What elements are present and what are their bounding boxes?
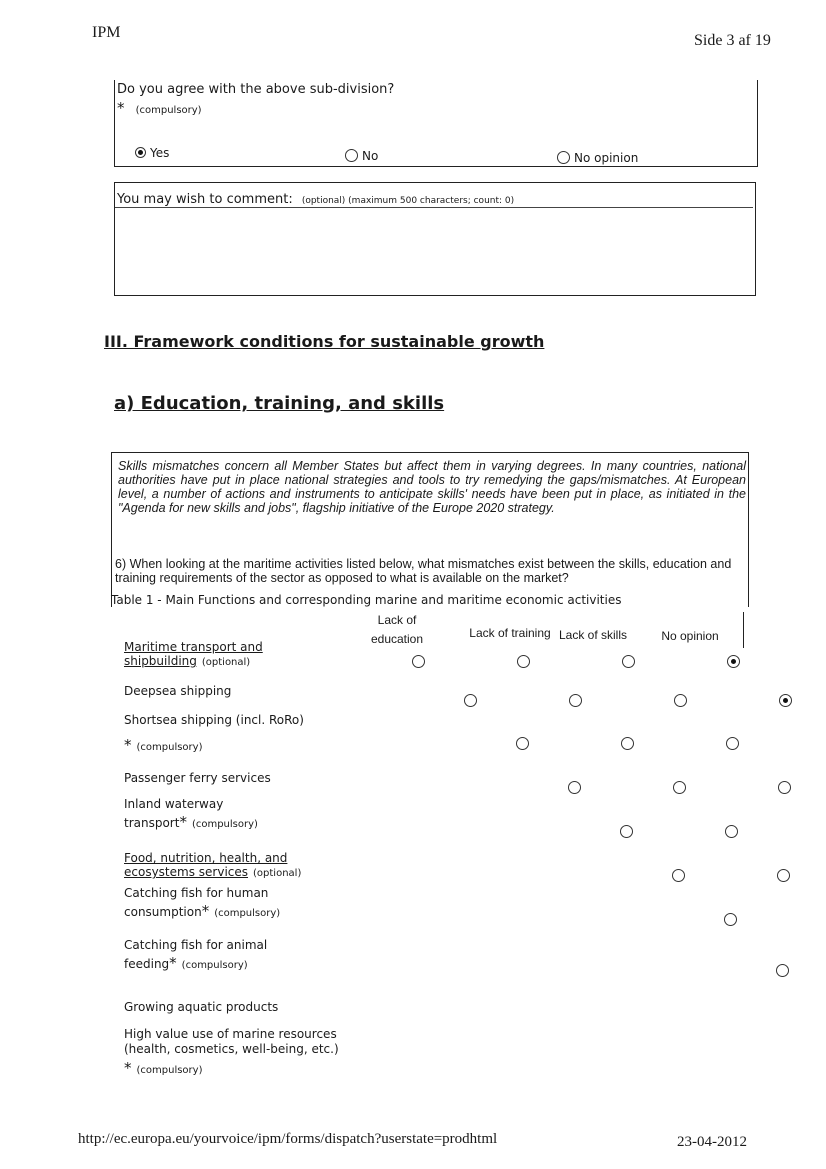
row-radio[interactable] <box>412 655 425 668</box>
required-star: * <box>124 1059 132 1077</box>
header-left: IPM <box>92 24 121 41</box>
comment-textarea[interactable] <box>115 207 753 294</box>
row-title: Catching fish for human <box>124 886 269 900</box>
no-label: No <box>362 148 379 163</box>
row-radio[interactable] <box>674 694 687 707</box>
option-no[interactable] <box>345 145 378 164</box>
row-title-cont: shipbuilding <box>124 654 197 668</box>
comment-label: You may wish to comment: <box>117 192 293 207</box>
row-radio[interactable] <box>725 825 738 838</box>
row-radio[interactable] <box>779 694 792 707</box>
table-row <box>124 640 374 670</box>
row-radio[interactable] <box>724 913 737 926</box>
table-caption: Table 1 - Main Functions and corresponding marine and maritime economic activities <box>111 593 622 607</box>
yes-radio[interactable] <box>135 147 146 158</box>
row-radio[interactable] <box>620 825 633 838</box>
no-radio[interactable] <box>345 149 358 162</box>
section-title: III. Framework conditions for sustainable growth <box>104 332 545 351</box>
required-star: * <box>169 954 177 972</box>
row-radio[interactable] <box>726 737 739 750</box>
required-text: (compulsory) <box>135 105 202 116</box>
requirement-text: (optional) <box>201 657 251 668</box>
row-title: Catching fish for animal <box>124 938 268 952</box>
col-no-opinion: No opinion <box>661 629 719 643</box>
table-row <box>124 681 374 701</box>
row-title: Food, nutrition, health, and <box>124 851 288 865</box>
subdivision-question: Do you agree with the above sub-division? <box>117 82 395 97</box>
row-radio[interactable] <box>727 655 740 668</box>
table-row <box>124 997 374 1017</box>
row-radio[interactable] <box>622 655 635 668</box>
subsection-title: a) Education, training, and skills <box>114 393 445 414</box>
row-radio[interactable] <box>569 694 582 707</box>
table-row: High value use of marine resources (health, cosmetics, well-being, etc.) * (compulsory) <box>124 1027 374 1078</box>
row-radio[interactable] <box>777 869 790 882</box>
table-row <box>124 851 374 881</box>
col-lack-of-training: Lack of training <box>469 626 551 640</box>
row-title: High value use of marine resources <box>124 1027 337 1041</box>
row-radio[interactable] <box>778 781 791 794</box>
footer-date: 23-04-2012 <box>677 1134 747 1150</box>
row-radio[interactable] <box>517 655 530 668</box>
row-radio[interactable] <box>464 694 477 707</box>
requirement-text: (compulsory) <box>136 1065 203 1076</box>
required-star: * <box>124 736 132 754</box>
option-no-opinion[interactable] <box>557 147 638 166</box>
row-radio[interactable] <box>621 737 634 750</box>
row-title-cont: feeding <box>124 957 170 971</box>
col-lack-of-skills: Lack of skills <box>558 628 628 642</box>
row-title: Maritime transport and <box>124 640 263 654</box>
requirement-text: (compulsory) <box>181 960 248 971</box>
no-opinion-radio[interactable] <box>557 151 570 164</box>
required-star: * <box>117 99 125 117</box>
subdivision-question-box <box>114 80 758 167</box>
row-radio[interactable] <box>516 737 529 750</box>
row-title: Growing aquatic products <box>124 1000 279 1014</box>
row-radio[interactable] <box>673 781 686 794</box>
requirement-text: (optional) <box>253 868 302 879</box>
page-number: Side 3 af 19 <box>694 32 771 49</box>
row-radio[interactable] <box>672 869 685 882</box>
comment-hint: (optional) (maximum 500 characters; count: 0) <box>301 196 515 206</box>
intro-box <box>111 452 749 607</box>
required-star: * <box>201 902 210 920</box>
table-right-border <box>743 612 744 648</box>
requirement-text: (compulsory) <box>214 908 281 919</box>
row-title: Shortsea shipping (incl. RoRo) <box>124 713 304 727</box>
row-radio[interactable] <box>568 781 581 794</box>
required-star: * <box>179 813 187 831</box>
row-radio[interactable] <box>776 964 789 977</box>
row-title-cont: transport <box>124 816 180 830</box>
row-title: Passenger ferry services <box>124 771 271 785</box>
table-row <box>124 797 374 836</box>
option-yes[interactable] <box>135 142 169 161</box>
question-6: 6) When looking at the maritime activities listed below, what mismatches exist between the skills, education and training requirements of the sector as opposed to what is available on the market? <box>115 557 732 585</box>
comment-box <box>114 182 756 296</box>
table-row <box>124 768 374 788</box>
row-title: Inland waterway <box>124 797 224 811</box>
requirement-text: (compulsory) <box>136 742 203 753</box>
row-title: Deepsea shipping <box>124 684 232 698</box>
table-row <box>124 710 374 759</box>
table-row <box>124 938 374 977</box>
table-row <box>124 886 374 925</box>
no-opinion-label: No opinion <box>574 150 639 165</box>
row-title-cont: consumption <box>124 905 202 919</box>
yes-label: Yes <box>150 145 170 160</box>
row-title-cont: ecosystems services <box>124 865 249 879</box>
footer-url: http://ec.europa.eu/yourvoice/ipm/forms/dispatch?userstate=prodhtml <box>78 1131 498 1147</box>
col-lack-of-education: Lack of education <box>370 613 424 646</box>
intro-text: Skills mismatches concern all Member States but affect them in varying degrees. In many countries, national authorities have put in place national strategies and tools to try remedying the gaps/mismatches. At European level, a number of actions and instruments to anticipate skills' needs have been put in place, as initiated in the "Agenda for new skills and jobs", flagship initiative of the Europe 2020 strategy. <box>118 459 746 515</box>
requirement-text: (compulsory) <box>191 819 258 830</box>
